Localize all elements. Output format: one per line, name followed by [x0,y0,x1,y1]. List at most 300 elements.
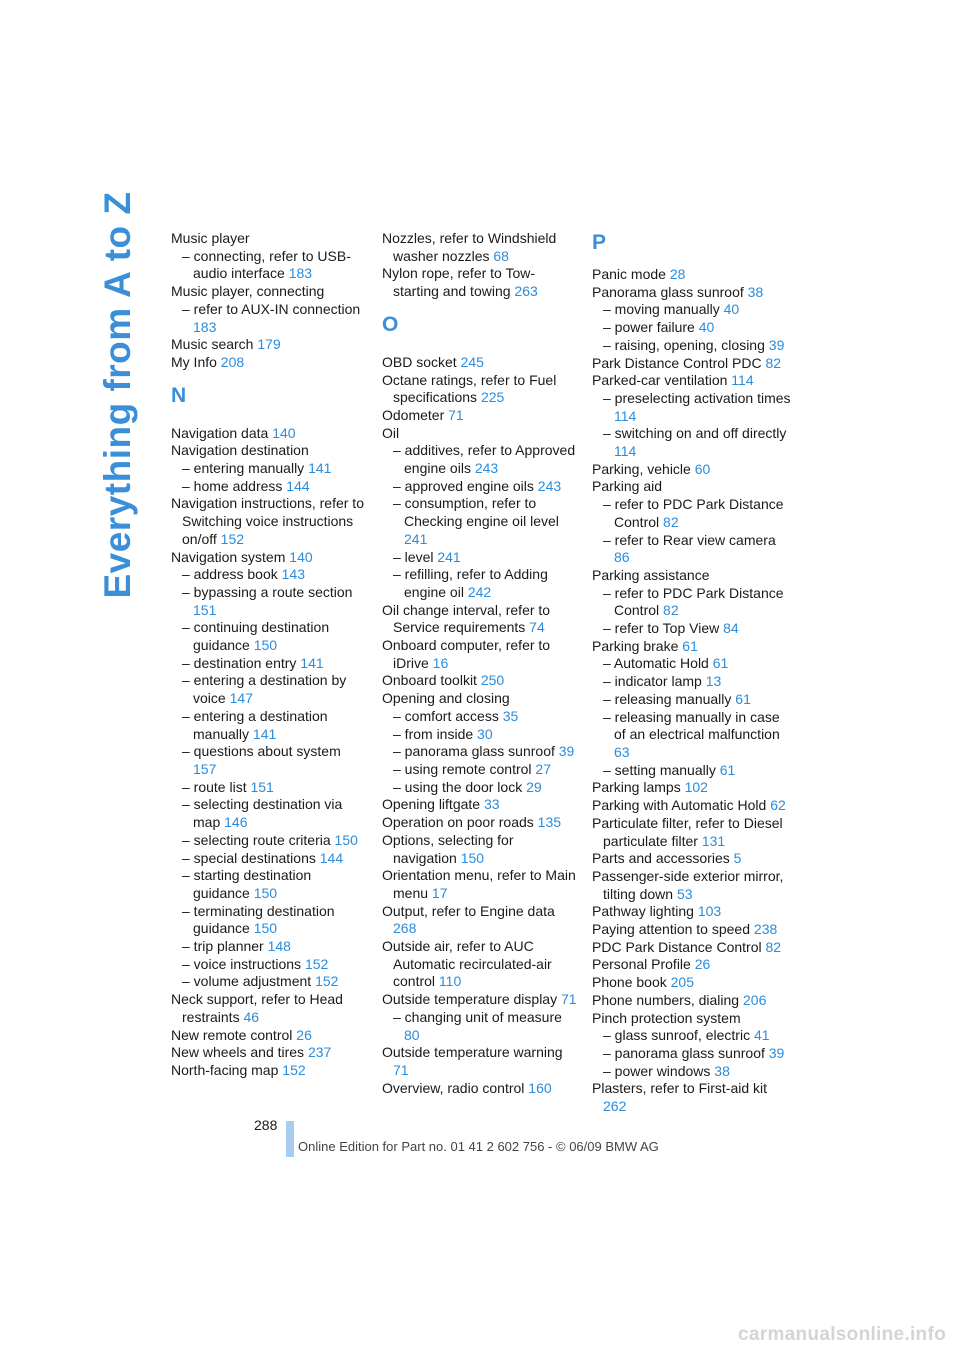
page-reference-link[interactable]: 28 [669,266,686,282]
index-entry [382,903,578,938]
index-subentry [171,832,367,850]
index-entry-text: Odometer [382,406,445,423]
index-entry-text: Parking brake [592,637,679,654]
index-entry [592,797,792,815]
index-column-1 [171,230,367,1080]
index-entry-text: – refer to Top View [603,620,720,637]
index-entry-text: Navigation system [171,548,286,565]
index-entry [592,956,792,974]
index-subentry [592,709,792,762]
index-entry-text: – voice instructions [182,955,302,972]
index-subentry [171,566,367,584]
page-reference-link[interactable]: 152 [220,530,245,547]
index-entry-text: – selecting route criteria [182,831,331,848]
page-reference-link[interactable]: 74 [529,619,545,636]
index-entry-text: Oil [382,424,400,441]
page-reference-link[interactable]: 237 [307,1044,332,1061]
index-entry-text: – special destinations [182,849,316,866]
page-reference-link[interactable]: 71 [448,406,464,423]
page-reference-link[interactable]: 60 [694,460,711,477]
index-entry [171,425,367,443]
index-subentry [171,708,367,743]
page-reference-link[interactable]: 241 [437,548,461,565]
index-entry [382,407,578,425]
index-entry-text: Particulate filter, refer to Diesel particulate filter [592,814,783,849]
index-subentry [171,779,367,797]
index-subentry [171,655,367,673]
page-reference-link[interactable]: 26 [296,1026,312,1043]
index-subentry [171,743,367,778]
index-entry [592,779,792,797]
index-entry-text: – refilling, refer to Adding engine oil [393,566,548,600]
index-entry-text: Personal Profile [592,956,691,973]
index-entry [382,602,578,637]
index-subentry [592,337,792,355]
index-entry [171,354,367,372]
index-entry-text: Parked-car ventilation [592,372,728,389]
index-entry-text: – refer to AUX-IN connection [182,300,361,317]
index-entry [592,1010,792,1028]
page-reference-link[interactable]: 243 [474,460,499,477]
index-entry-text: Navigation instructions, refer to Switching voice instructions on/off [171,495,364,547]
index-subentry [592,425,792,460]
index-entry [382,991,578,1009]
page-reference-link[interactable]: 68 [493,247,509,264]
page-reference-link[interactable]: 141 [252,725,277,742]
index-subentry [592,673,792,691]
page-reference-link[interactable]: 110 [438,973,462,990]
page-reference-link[interactable]: 250 [480,672,505,689]
index-entry-text: OBD socket [382,353,457,370]
page-reference-link[interactable]: 82 [663,513,679,530]
index-subentry [171,796,367,831]
index-entry [592,815,792,850]
index-entry-text: Onboard computer, refer to iDrive [382,637,551,671]
index-entry-text: Overview, radio control [382,1079,525,1096]
index-entry-text: – switching on and off directly [603,425,787,442]
index-entry-text: – trip planner [182,938,264,955]
page-reference-link[interactable]: 143 [281,566,305,583]
index-subentry [592,319,792,337]
index-entry-text: – using the door lock [393,778,523,795]
index-subentry [171,460,367,478]
page-reference-link[interactable]: 245 [460,353,484,370]
index-subentry [382,442,578,477]
index-entry [382,1044,578,1079]
page-reference-link[interactable]: 35 [502,707,519,724]
page-reference-link[interactable]: 152 [282,1061,306,1078]
index-subentry [171,956,367,974]
index-entry-text: Navigation data [171,424,269,441]
index-entry [171,495,367,548]
index-entry [382,832,578,867]
index-entry-text: – selecting destination via map [182,796,343,831]
index-entry-text: Phone numbers, dialing [592,991,740,1008]
index-entry-text: Music player [171,230,250,246]
page-reference-link[interactable]: 150 [334,831,358,848]
page-reference-link[interactable]: 144 [286,477,310,494]
index-subentry [171,619,367,654]
index-entry-text: – additives, refer to Approved engine oils [393,442,576,477]
index-entry-text: – preselecting activation times [603,389,791,406]
index-entry [382,354,578,372]
index-subentry [171,478,367,496]
index-subentry [171,584,367,619]
page-reference-link[interactable]: 114 [614,443,637,460]
index-subentry [592,691,792,709]
index-subentry [592,1045,792,1063]
index-entry [382,230,578,265]
index-entry [171,991,367,1026]
index-entry [592,638,792,656]
index-entry-text: Pathway lighting [592,903,694,920]
index-entry [592,478,792,496]
index-subentry [171,301,367,336]
index-entry [171,230,367,248]
index-entry [382,265,578,300]
page-reference-link[interactable]: 208 [220,353,245,370]
page-reference-link[interactable]: 263 [514,283,538,300]
index-entry-text: – destination entry [182,654,297,671]
page-reference-link[interactable]: 82 [765,354,782,371]
index-entry-text: – setting manually [603,761,716,778]
page-reference-link[interactable]: 39 [768,1044,785,1061]
index-entry-text: Nozzles, refer to Windshield washer nozzles [382,230,557,264]
page-reference-link[interactable]: 26 [694,956,711,973]
index-entry [592,372,792,390]
page-reference-link[interactable]: 160 [528,1079,552,1096]
index-entry-text: – panorama glass sunroof [393,743,555,760]
index-subentry [382,708,578,726]
page-reference-link[interactable]: 114 [731,372,754,389]
index-entry [592,284,792,302]
index-entry [382,814,578,832]
index-entry-text: Oil change interval, refer to Service requirements [382,601,551,636]
page-reference-link[interactable]: 27 [535,760,551,777]
page-reference-link[interactable]: 152 [315,973,339,990]
page-reference-link[interactable]: 80 [404,1026,420,1043]
page-reference-link[interactable]: 82 [663,602,679,619]
index-entry [592,1080,792,1115]
index-entry [382,672,578,690]
page-reference-link[interactable]: 103 [697,903,722,920]
index-entry-text: Parking aid [592,478,663,495]
page-reference-link[interactable]: 39 [768,336,785,353]
index-subentry [382,779,578,797]
index-entry [171,1027,367,1045]
page-reference-link[interactable]: 61 [719,761,736,778]
index-subentry [592,301,792,319]
index-entry-text: Parking lamps [592,779,681,796]
index-entry-text: – comfort access [393,707,499,724]
page-reference-link[interactable]: 147 [229,690,253,707]
page-reference-link[interactable]: 61 [712,655,729,672]
page-reference-link[interactable]: 140 [289,548,313,565]
index-entry-text: Parking, vehicle [592,460,691,477]
index-entry [382,867,578,902]
page-reference-link[interactable]: 30 [477,725,493,742]
index-entry-text: Phone book [592,974,667,991]
index-entry-text: – using remote control [393,760,532,777]
index-entry [592,992,792,1010]
index-entry-text: – home address [182,477,283,494]
index-entry-text: – refer to PDC Park Distance Control [603,584,784,619]
page-reference-link[interactable]: 61 [735,690,751,707]
watermark: carmanualsonline.info [738,1324,946,1345]
index-entry-text: – moving manually [603,301,720,318]
index-subentry [171,903,367,938]
index-entry-text: – questions about system [182,743,341,760]
index-entry [592,266,792,284]
index-entry-text: Panorama glass sunroof [592,283,744,300]
index-entry-text: Nylon rope, refer to Tow-starting and towing [382,265,536,300]
footer-edition-text: Online Edition for Part no. 01 41 2 602 756 - © 06/09 BMW AG [298,1139,659,1154]
page-reference-link[interactable]: 141 [308,460,332,477]
page-reference-link[interactable]: 183 [193,318,217,335]
index-subentry [592,585,792,620]
index-entry-text: – indicator lamp [603,673,702,690]
index-subentry [171,672,367,707]
index-entry-text: Onboard toolkit [382,672,477,689]
index-subentry [382,743,578,761]
index-entry [382,372,578,407]
index-entry-text: New wheels and tires [171,1044,305,1061]
index-subentry [171,248,367,283]
index-subentry [592,390,792,425]
index-entry [592,974,792,992]
page-reference-link[interactable]: 86 [614,549,630,566]
index-subentry [592,655,792,673]
page-reference-link[interactable]: 33 [483,796,500,813]
index-entry [171,1062,367,1080]
index-entry-text: New remote control [171,1026,293,1043]
page-reference-link[interactable]: 29 [526,778,542,795]
page-reference-link[interactable]: 46 [243,1008,260,1025]
page-reference-link[interactable]: 5 [733,850,742,867]
page-reference-link[interactable]: 17 [431,884,448,901]
page-reference-link[interactable]: 40 [723,301,740,318]
index-entry-text: Options, selecting for navigation [382,831,514,866]
page-reference-link[interactable]: 183 [288,265,313,282]
page-reference-link[interactable]: 238 [753,921,778,938]
page-reference-link[interactable]: 41 [753,1027,770,1044]
footer-bar [286,1121,294,1157]
index-subentry [382,1009,578,1044]
index-entry-text: – raising, opening, closing [603,336,765,353]
index-entry-text: – releasing manually in case of an electrical malfunction [603,708,780,743]
page-reference-link[interactable]: 131 [701,832,726,849]
index-entry-text: Operation on poor roads [382,814,534,831]
index-entry-text: – terminating destination guidance [182,902,335,937]
index-letter-heading: P [592,231,607,254]
index-entry [171,336,367,354]
page-reference-link[interactable]: 268 [393,920,417,937]
page-reference-link[interactable]: 53 [676,885,693,902]
page-reference-link[interactable]: 150 [253,637,278,654]
page-reference-link[interactable]: 16 [432,654,449,671]
index-entry-text: Navigation destination [171,442,309,459]
page-reference-link[interactable]: 150 [253,920,278,937]
index-entry-text: Pinch protection system [592,1009,741,1026]
index-entry-text: – entering manually [182,460,305,477]
index-subentry [171,973,367,991]
page-reference-link[interactable]: 71 [560,991,577,1008]
page-number: 288 [254,1117,278,1133]
index-entry [171,549,367,567]
page-reference-link[interactable]: 71 [393,1061,409,1078]
index-entry-text: Outside air, refer to AUC Automatic recirculated-air control [382,938,552,990]
page-reference-link[interactable]: 146 [224,814,248,831]
index-entry-text: Plasters, refer to First-aid kit [592,1080,768,1097]
index-entry [382,796,578,814]
index-entry-text: – bypassing a route section [182,583,353,600]
page-reference-link[interactable]: 206 [743,991,767,1008]
index-entry-text: Music search [171,336,254,353]
index-entry-text: – releasing manually [603,690,732,707]
index-entry [171,442,367,460]
index-subentry [592,532,792,567]
page-reference-link[interactable]: 179 [257,336,281,353]
index-subentry [592,1027,792,1045]
index-subentry [592,762,792,780]
index-entry-text: – consumption, refer to Checking engine oil level [393,495,559,530]
index-entry-text: – entering a destination manually [182,707,328,742]
index-entry-text: PDC Park Distance Control [592,938,762,955]
index-entry-text: – glass sunroof, electric [603,1027,751,1044]
index-entry [382,690,578,708]
index-subentry [382,726,578,744]
index-entry [592,921,792,939]
index-entry [592,567,792,585]
index-entry-text: Octane ratings, refer to Fuel specifications [382,371,557,406]
index-letter-heading: O [382,312,399,336]
page-reference-link[interactable]: 63 [614,743,630,760]
index-entry-text: – connecting, refer to USB-audio interface [182,247,351,282]
page-reference-link[interactable]: 39 [558,743,575,760]
page-reference-link[interactable]: 61 [682,637,698,654]
index-entry-text: Parking assistance [592,566,710,583]
page-reference-link[interactable]: 141 [300,654,324,671]
page-reference-link[interactable]: 151 [250,778,274,795]
page-reference-link[interactable]: 135 [537,814,562,831]
index-entry [592,850,792,868]
index-entry-text: – continuing destination guidance [182,619,330,654]
page-reference-link[interactable]: 243 [537,477,562,494]
index-entry-text: Parking with Automatic Hold [592,797,767,814]
index-entry [171,283,367,301]
index-entry-text: – approved engine oils [393,477,534,494]
page-reference-link[interactable]: 40 [698,319,715,336]
index-entry-text: Music player, connecting [171,283,325,300]
index-entry-text: – Automatic Hold [603,655,709,672]
index-subentry [592,620,792,638]
index-subentry [382,549,578,567]
section-title [88,191,148,599]
index-entry-text: Panic mode [592,266,666,282]
index-entry-text: – changing unit of measure [393,1008,562,1025]
index-subentry [171,850,367,868]
page-reference-link[interactable]: 225 [480,389,505,406]
index-entry-text: – power windows [603,1062,711,1079]
index-entry-text: – level [393,548,434,565]
index-entry-text: – route list [182,778,247,795]
page-reference-link[interactable]: 84 [723,620,739,637]
page-reference-link[interactable]: 241 [404,530,428,547]
index-letter-heading: N [171,383,187,407]
page-reference-link[interactable]: 242 [467,583,492,600]
index-entry-text: Passenger-side exterior mirror, tilting down [592,867,784,902]
index-subentry [382,761,578,779]
page-reference-link[interactable]: 262 [603,1098,627,1115]
index-column-3 [592,230,792,1116]
index-entry-text: – from inside [393,725,474,742]
page-reference-link[interactable]: 151 [193,601,217,618]
page-reference-link[interactable]: 150 [253,884,278,901]
page-reference-link[interactable]: 148 [267,938,291,955]
index-subentry [592,496,792,531]
page-reference-link[interactable]: 62 [770,797,786,814]
page-reference-link[interactable]: 114 [614,407,637,424]
page-reference-link[interactable]: 144 [319,849,344,866]
index-entry-text: Neck support, refer to Head restraints [171,991,343,1025]
index-subentry [382,566,578,601]
page-reference-link[interactable]: 82 [765,938,782,955]
index-entry-text: – power failure [603,319,695,336]
index-entry-text: – entering a destination by voice [182,672,347,707]
index-entry [592,355,792,373]
index-subentry [382,478,578,496]
page-reference-link[interactable]: 102 [684,779,708,796]
index-entry [592,903,792,921]
index-entry [592,461,792,479]
index-entry-text: North-facing map [171,1061,279,1078]
page-reference-link[interactable]: 205 [670,974,694,991]
index-entry-text: Output, refer to Engine data [382,902,555,919]
index-subentry [171,867,367,902]
index-entry [382,1080,578,1098]
page-reference-link[interactable]: 157 [193,760,217,777]
page-reference-link[interactable]: 13 [705,673,722,690]
index-entry-text: – refer to Rear view camera [603,531,776,548]
index-entry [592,868,792,903]
index-entry-text: – address book [182,566,278,583]
index-subentry [382,495,578,548]
index-entry-text: – starting destination guidance [182,867,312,901]
index-subentry [171,938,367,956]
index-entry-text: Orientation menu, refer to Main menu [382,867,576,901]
index-entry-text: Outside temperature display [382,991,558,1008]
index-entry-text: Park Distance Control PDC [592,354,762,371]
page-reference-link[interactable]: 38 [714,1062,730,1079]
index-entry-text: Opening and closing [382,690,510,707]
index-column-2 [382,230,578,1097]
page-reference-link[interactable]: 152 [304,955,329,972]
index-entry [171,1044,367,1062]
index-entry-text: – volume adjustment [182,973,312,990]
index-entry [382,425,578,443]
index-entry-text: Parts and accessories [592,850,730,867]
index-entry [382,938,578,991]
page-reference-link[interactable]: 38 [747,283,764,300]
index-entry-text: Outside temperature warning [382,1044,563,1061]
page-reference-link[interactable]: 140 [272,424,296,441]
index-entry-text: – refer to PDC Park Distance Control [603,496,784,530]
index-subentry [592,1063,792,1081]
index-entry-text: – panorama glass sunroof [603,1044,765,1061]
index-entry [382,637,578,672]
page-reference-link[interactable]: 150 [460,849,485,866]
index-entry [592,939,792,957]
